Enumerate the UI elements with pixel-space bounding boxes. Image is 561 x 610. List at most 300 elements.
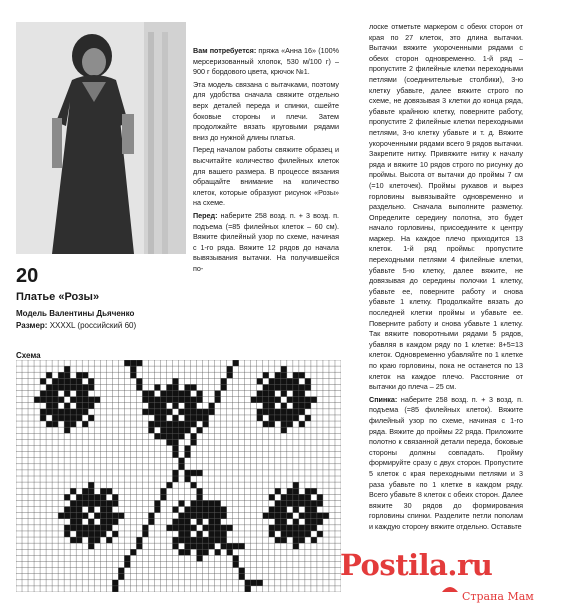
filled-cell: [100, 507, 106, 513]
filled-cell: [166, 391, 172, 397]
filled-cell: [82, 531, 88, 537]
filled-cell: [64, 372, 70, 378]
filled-cell: [293, 415, 299, 421]
filled-cell: [227, 372, 233, 378]
filled-cell: [106, 513, 112, 519]
scheme-label: Схема: [16, 351, 41, 360]
filled-cell: [209, 543, 215, 549]
filled-cell: [281, 537, 287, 543]
filled-cell: [305, 500, 311, 506]
filled-cell: [197, 415, 203, 421]
filled-cell: [142, 525, 148, 531]
designer-credit: Модель Валентины Дьяченко: [16, 309, 135, 318]
filled-cell: [299, 537, 305, 543]
filled-cell: [94, 397, 100, 403]
filled-cell: [293, 531, 299, 537]
filled-cell: [197, 519, 203, 525]
filled-cell: [76, 531, 82, 537]
filled-cell: [263, 391, 269, 397]
filled-cell: [293, 391, 299, 397]
filled-cell: [251, 397, 257, 403]
filled-cell: [299, 391, 305, 397]
filled-cell: [136, 537, 142, 543]
filled-cell: [40, 397, 46, 403]
filled-cell: [281, 384, 287, 390]
filled-cell: [160, 433, 166, 439]
filled-cell: [215, 537, 221, 543]
filled-cell: [124, 360, 130, 366]
filled-cell: [40, 391, 46, 397]
filled-cell: [281, 372, 287, 378]
filled-cell: [172, 403, 178, 409]
filled-cell: [269, 513, 275, 519]
filled-cell: [82, 403, 88, 409]
filled-cell: [185, 537, 191, 543]
filled-cell: [148, 513, 154, 519]
filled-cell: [76, 415, 82, 421]
model-in-dress-image: [16, 22, 186, 254]
filled-cell: [100, 494, 106, 500]
filled-cell: [136, 360, 142, 366]
filled-cell: [82, 421, 88, 427]
filled-cell: [305, 525, 311, 531]
filled-cell: [293, 397, 299, 403]
watermark-hat-icon: [441, 582, 459, 594]
filled-cell: [305, 415, 311, 421]
filled-cell: [257, 397, 263, 403]
filled-cell: [299, 384, 305, 390]
filled-cell: [94, 531, 100, 537]
filled-cell: [257, 409, 263, 415]
filled-cell: [185, 531, 191, 537]
filled-cell: [317, 500, 323, 506]
filled-cell: [317, 513, 323, 519]
filled-cell: [52, 384, 58, 390]
filled-cell: [185, 415, 191, 421]
filled-cell: [64, 513, 70, 519]
filled-cell: [52, 415, 58, 421]
filled-cell: [70, 415, 76, 421]
filled-cell: [203, 421, 209, 427]
filled-cell: [317, 519, 323, 525]
filled-cell: [305, 531, 311, 537]
filled-cell: [112, 531, 118, 537]
filled-cell: [166, 525, 172, 531]
filled-cell: [281, 403, 287, 409]
filled-cell: [52, 391, 58, 397]
filled-cell: [293, 500, 299, 506]
filled-cell: [179, 513, 185, 519]
filled-cell: [215, 525, 221, 531]
filled-cell: [185, 549, 191, 555]
filled-cell: [70, 421, 76, 427]
filled-cell: [185, 397, 191, 403]
filled-cell: [70, 513, 76, 519]
filled-cell: [197, 409, 203, 415]
filled-cell: [269, 531, 275, 537]
filled-cell: [106, 488, 112, 494]
filled-cell: [299, 409, 305, 415]
filled-cell: [185, 403, 191, 409]
filled-cell: [40, 415, 46, 421]
filled-cell: [179, 500, 185, 506]
filled-cell: [215, 397, 221, 403]
filled-cell: [293, 488, 299, 494]
filled-cell: [179, 519, 185, 525]
filled-cell: [70, 519, 76, 525]
filled-cell: [293, 537, 299, 543]
filled-cell: [293, 525, 299, 531]
filled-cell: [94, 525, 100, 531]
filled-cell: [82, 397, 88, 403]
filled-cell: [166, 397, 172, 403]
filled-cell: [287, 531, 293, 537]
filled-cell: [70, 507, 76, 513]
filled-cell: [64, 366, 70, 372]
filled-cell: [172, 452, 178, 458]
filled-cell: [275, 415, 281, 421]
filled-cell: [299, 421, 305, 427]
filled-cell: [112, 513, 118, 519]
filled-cell: [191, 403, 197, 409]
filled-cell: [287, 409, 293, 415]
filled-cell: [64, 421, 70, 427]
filled-cell: [46, 403, 52, 409]
filled-cell: [100, 531, 106, 537]
filled-cell: [142, 397, 148, 403]
filled-cell: [88, 507, 94, 513]
filled-cell: [275, 507, 281, 513]
filled-cell: [305, 403, 311, 409]
filled-cell: [191, 421, 197, 427]
filled-cell: [148, 427, 154, 433]
filled-cell: [76, 494, 82, 500]
filled-cell: [245, 586, 251, 592]
filled-cell: [185, 543, 191, 549]
filled-cell: [142, 391, 148, 397]
filled-cell: [179, 427, 185, 433]
filled-cell: [172, 433, 178, 439]
filled-cell: [64, 391, 70, 397]
filled-cell: [76, 525, 82, 531]
filled-cell: [76, 519, 82, 525]
instructions-right-column: [369, 22, 523, 535]
filled-cell: [293, 494, 299, 500]
filled-cell: [94, 513, 100, 519]
filled-cell: [64, 415, 70, 421]
filled-cell: [281, 531, 287, 537]
filled-cell: [154, 403, 160, 409]
filled-cell: [100, 525, 106, 531]
filled-cell: [203, 537, 209, 543]
filled-cell: [172, 543, 178, 549]
filled-cell: [172, 476, 178, 482]
filled-cell: [209, 409, 215, 415]
filled-cell: [275, 500, 281, 506]
filled-cell: [275, 513, 281, 519]
filled-cell: [251, 580, 257, 586]
filled-cell: [148, 519, 154, 525]
filled-cell: [52, 403, 58, 409]
filled-cell: [269, 403, 275, 409]
filled-cell: [191, 439, 197, 445]
filled-cell: [64, 403, 70, 409]
filled-cell: [46, 397, 52, 403]
filled-cell: [287, 397, 293, 403]
filled-cell: [179, 433, 185, 439]
filled-cell: [269, 507, 275, 513]
filled-cell: [203, 543, 209, 549]
filled-cell: [82, 384, 88, 390]
filled-cell: [203, 507, 209, 513]
filled-cell: [311, 397, 317, 403]
filled-cell: [154, 397, 160, 403]
filled-cell: [52, 409, 58, 415]
filled-cell: [209, 519, 215, 525]
filled-cell: [160, 494, 166, 500]
filled-cell: [76, 378, 82, 384]
filled-cell: [221, 531, 227, 537]
filled-cell: [160, 488, 166, 494]
filled-cell: [269, 378, 275, 384]
filled-cell: [275, 397, 281, 403]
filled-cell: [269, 409, 275, 415]
filled-cell: [317, 531, 323, 537]
filled-cell: [179, 391, 185, 397]
filled-cell: [172, 525, 178, 531]
filled-cell: [88, 519, 94, 525]
filled-cell: [299, 372, 305, 378]
filled-cell: [142, 409, 148, 415]
filled-cell: [305, 384, 311, 390]
filled-cell: [70, 500, 76, 506]
filled-cell: [185, 421, 191, 427]
filled-cell: [233, 543, 239, 549]
filled-cell: [166, 409, 172, 415]
materials-text: пряжа «Анна 16» (100% мерсеризованный хлопок, 530 м/100 г) – 900 г бордового цвета, крючок №1.: [193, 46, 339, 77]
filled-cell: [172, 397, 178, 403]
filled-cell: [112, 580, 118, 586]
filled-cell: [191, 543, 197, 549]
filet-grid-svg: [16, 360, 341, 592]
filled-cell: [311, 525, 317, 531]
model-number: 20: [16, 265, 39, 287]
filled-cell: [179, 537, 185, 543]
filled-cell: [281, 500, 287, 506]
size-line: [16, 321, 136, 330]
filled-cell: [287, 494, 293, 500]
filled-cell: [311, 488, 317, 494]
filled-cell: [148, 391, 154, 397]
filled-cell: [209, 525, 215, 531]
front-text: наберите 258 возд. п. + 3 возд. п. подъема (=85 филейных клеток – 60 см). Вяжите филейный узор по схеме, начиная с 1-го ряда. Вяжите 12 рядов до начала вывязывания вытачки. На получившейся по-: [193, 210, 339, 273]
filled-cell: [293, 543, 299, 549]
filled-cell: [305, 507, 311, 513]
filled-cell: [185, 445, 191, 451]
filled-cell: [148, 403, 154, 409]
filled-cell: [172, 384, 178, 390]
filled-cell: [281, 494, 287, 500]
filled-cell: [275, 537, 281, 543]
filled-cell: [76, 409, 82, 415]
filled-cell: [70, 409, 76, 415]
filled-cell: [172, 519, 178, 525]
filled-cell: [70, 384, 76, 390]
filled-cell: [221, 537, 227, 543]
filled-cell: [197, 531, 203, 537]
filled-cell: [227, 366, 233, 372]
filled-cell: [179, 525, 185, 531]
filled-cell: [197, 397, 203, 403]
filled-cell: [233, 555, 239, 561]
filled-cell: [185, 476, 191, 482]
filled-cell: [203, 549, 209, 555]
filled-cell: [281, 421, 287, 427]
filled-cell: [185, 507, 191, 513]
filled-cell: [88, 403, 94, 409]
filled-cell: [88, 397, 94, 403]
filled-cell: [209, 403, 215, 409]
filled-cell: [209, 500, 215, 506]
filled-cell: [64, 531, 70, 537]
filled-cell: [293, 482, 299, 488]
filled-cell: [215, 507, 221, 513]
filled-cell: [191, 470, 197, 476]
filled-cell: [136, 378, 142, 384]
filled-cell: [166, 427, 172, 433]
filled-cell: [64, 525, 70, 531]
filled-cell: [112, 500, 118, 506]
filled-cell: [179, 409, 185, 415]
filled-cell: [76, 513, 82, 519]
filled-cell: [76, 507, 82, 513]
filled-cell: [112, 494, 118, 500]
dress-photo: [16, 22, 186, 254]
filled-cell: [239, 574, 245, 580]
filled-cell: [185, 470, 191, 476]
gauge-paragraph: Перед началом работы свяжите образец и высчитайте количество филейных клеток для вашего размера. В процессе вязания обращайте внимание на количество клеток, которые образуют рисунок «Розы» на схеме.: [193, 145, 339, 208]
filled-cell: [281, 507, 287, 513]
filled-cell: [191, 482, 197, 488]
filled-cell: [172, 507, 178, 513]
filled-cell: [305, 513, 311, 519]
filled-cell: [191, 507, 197, 513]
filled-cell: [305, 488, 311, 494]
filled-cell: [148, 421, 154, 427]
darts-paragraph: лоске отметьте маркером с обеих сторон от края по 27 клеток, это длина вытачки. Вытачки вяжите укороченными рядами с обеих сторон одновременно. 1-й ряд – пропустите 2 филейные клетки переходными петлями (соединительные столбики), 3-ю клетку убавьте, далее вяжите строго по схеме, не довязывая 3 клетки до конца ряда, убавьте крайнюю клетку, поверните работу, пропустите 2 филейные клетки переходными петлями, 3-ю клетку убавьте и т. д. Вяжите укороченными рядами всего 9 рядов вытачки. Закрепите нитку. Привяжите нитку к началу ряда и вяжите 10 рядов строго по рисунку до проймы. Высота от вытачки до проймы 7 см (=10 клеточек). Проймы рукавов и вырез горловины вывязывайте одновременно и раздельно. Сначала выполните разметку. Определите середину полотна, это будет начало горловины, присоедините к центру маркер. На каждое плечо приходится 13 клеток. 1-й ряд проймы: пропустите переходными петлями 4 филейные клетки, убавьте 5-ю клетку, далее вяжите, не довязывая до середины полочки 1 клетку, убавьте ее, поверните работу и снова убавьте 1 клетку. Продолжайте вязать до последней клетки проймы и убавьте ее. Поверните работу и снова убавьте 1 клетку. Так вяжите поворотными рядами 5 рядов, убавляя в каждом ряду по 1 клетке: 8+5=13 клеток. Одновременно убавляйте по 1 клетке по краю горловины, пока не останется по 13 клеток на каждое плечо. Расстояние от вытачки до плеча – 25 см.: [369, 22, 523, 392]
filled-cell: [299, 513, 305, 519]
filled-cell: [76, 537, 82, 543]
filled-cell: [269, 421, 275, 427]
filled-cell: [281, 366, 287, 372]
filled-cell: [70, 488, 76, 494]
filled-cell: [299, 403, 305, 409]
filled-cell: [172, 470, 178, 476]
filled-cell: [263, 421, 269, 427]
filled-cell: [299, 494, 305, 500]
filled-cell: [257, 415, 263, 421]
filled-cell: [82, 525, 88, 531]
filet-crochet-chart: [16, 360, 341, 592]
filled-cell: [58, 384, 64, 390]
filled-cell: [166, 482, 172, 488]
filled-cell: [160, 397, 166, 403]
filled-cell: [76, 372, 82, 378]
filled-cell: [112, 586, 118, 592]
filled-cell: [130, 366, 136, 372]
filled-cell: [64, 378, 70, 384]
filled-cell: [88, 543, 94, 549]
filled-cell: [88, 482, 94, 488]
filled-cell: [191, 409, 197, 415]
filled-cell: [88, 537, 94, 543]
filled-cell: [70, 537, 76, 543]
filled-cell: [299, 525, 305, 531]
filled-cell: [281, 378, 287, 384]
filled-cell: [172, 427, 178, 433]
front-label: Перед:: [193, 210, 218, 220]
filled-cell: [263, 409, 269, 415]
filled-cell: [233, 561, 239, 567]
filled-cell: [172, 391, 178, 397]
filled-cell: [227, 543, 233, 549]
filled-cell: [185, 525, 191, 531]
front-paragraph: [193, 211, 339, 275]
filled-cell: [185, 513, 191, 519]
filled-cell: [94, 500, 100, 506]
filled-cell: [257, 391, 263, 397]
size-value: XXXXL (российский 60): [47, 321, 137, 330]
filled-cell: [221, 525, 227, 531]
filled-cell: [305, 519, 311, 525]
filled-cell: [100, 513, 106, 519]
filled-cell: [166, 433, 172, 439]
filled-cell: [311, 507, 317, 513]
filled-cell: [76, 500, 82, 506]
filled-cell: [293, 507, 299, 513]
filled-cell: [197, 549, 203, 555]
filled-cell: [275, 409, 281, 415]
filled-cell: [191, 537, 197, 543]
filled-cell: [160, 427, 166, 433]
filled-cell: [118, 513, 124, 519]
filled-cell: [275, 488, 281, 494]
filled-cell: [154, 500, 160, 506]
filled-cell: [185, 452, 191, 458]
filled-cell: [179, 458, 185, 464]
filled-cell: [197, 555, 203, 561]
filled-cell: [64, 384, 70, 390]
filled-cell: [112, 519, 118, 525]
filled-cell: [191, 525, 197, 531]
filled-cell: [197, 543, 203, 549]
filled-cell: [124, 561, 130, 567]
filled-cell: [172, 445, 178, 451]
filled-cell: [64, 507, 70, 513]
filled-cell: [46, 384, 52, 390]
filled-cell: [64, 427, 70, 433]
filled-cell: [191, 500, 197, 506]
materials-paragraph: [193, 46, 339, 78]
filled-cell: [281, 391, 287, 397]
filled-cell: [281, 427, 287, 433]
filled-cell: [239, 543, 245, 549]
filled-cell: [197, 500, 203, 506]
filled-cell: [185, 427, 191, 433]
filled-cell: [94, 537, 100, 543]
filled-cell: [287, 500, 293, 506]
filled-cell: [185, 519, 191, 525]
